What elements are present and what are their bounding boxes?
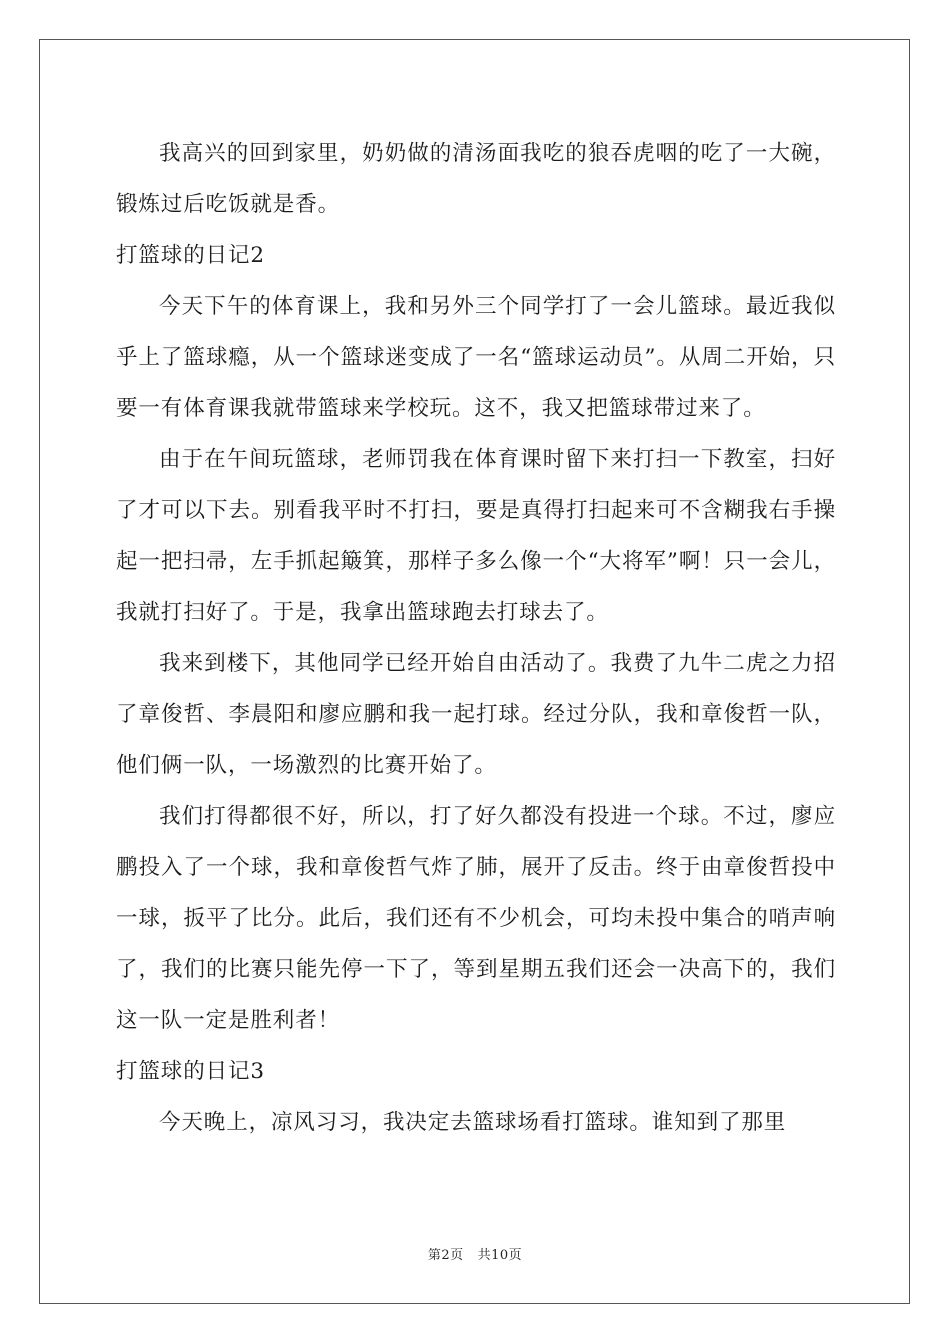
- section-heading-diary-3: 打篮球的日记3: [116, 1059, 265, 1084]
- paragraph-evening: 今天晚上，凉风习习，我决定去篮球场看打篮球。谁知到了那里: [159, 1110, 787, 1135]
- section-heading-diary-2: 打篮球的日记2: [116, 243, 265, 268]
- paragraph-match: 我们打得都很不好，所以，打了好久都没有投进一个球。不过，廖应鹏投入了一个球，我和章俊哲气炸了肺，展开了反击。终于由章俊哲投中一球，扳平了比分。此后，我们还有不少机会，可均未投中集合的哨声响了，我们的比赛只能先停一下了，等到星期五我们还会一决高下的，我们这一队一定是胜利者！: [116, 804, 836, 1033]
- paragraph-cleaning: 由于在午间玩篮球，老师罚我在体育课时留下来打扫一下教室，扫好了才可以下去。别看我平时不打扫，要是真得打扫起来可不含糊我右手操起一把扫帚，左手抓起簸箕，那样子多么像一个“大将军”啊！只一会儿，我就打扫好了。于是，我拿出篮球跑去打球去了。: [116, 447, 836, 625]
- document-body: [116, 128, 836, 1148]
- page-number: 第2页: [427, 1248, 464, 1263]
- page-footer: [0, 1246, 950, 1266]
- paragraph-return-home: 我高兴的回到家里，奶奶做的清汤面我吃的狼吞虎咽的吃了一大碗，锻炼过后吃饭就是香。: [116, 141, 836, 217]
- paragraph-pe-class: 今天下午的体育课上，我和另外三个同学打了一会儿篮球。最近我似乎上了篮球瘾，从一个篮球迷变成了一名“篮球运动员”。从周二开始，只要一有体育课我就带篮球来学校玩。这不，我又把篮球带过来了。: [116, 294, 836, 421]
- page-total: 共10页: [477, 1248, 523, 1263]
- paragraph-team-up: 我来到楼下，其他同学已经开始自由活动了。我费了九牛二虎之力招了章俊哲、李晨阳和廖应鹏和我一起打球。经过分队，我和章俊哲一队，他们俩一队，一场激烈的比赛开始了。: [116, 651, 836, 778]
